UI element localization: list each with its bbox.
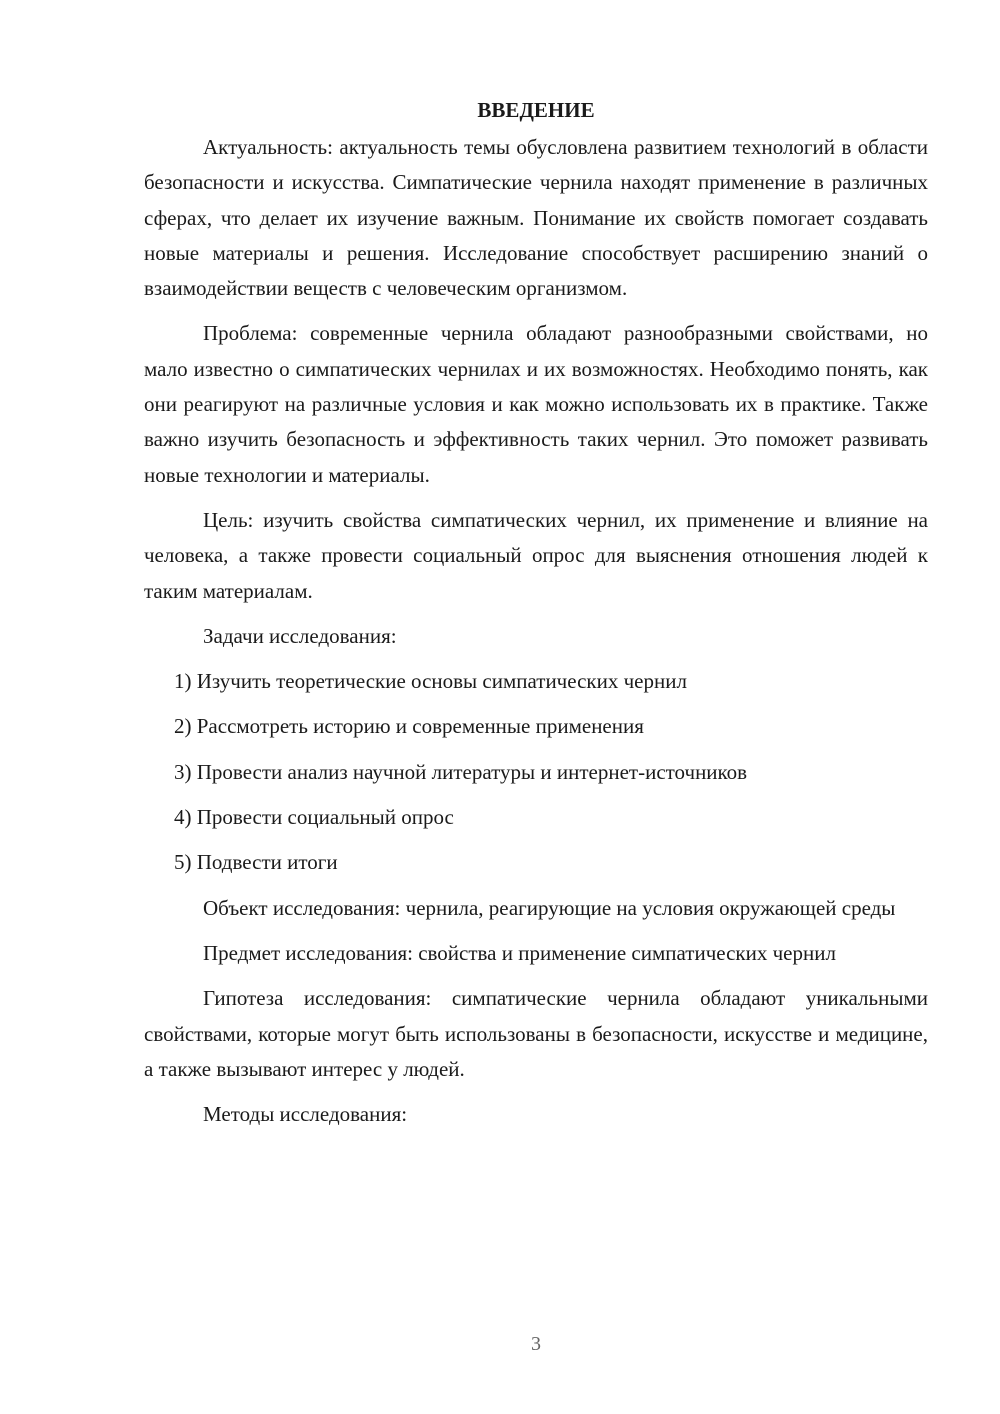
tasks-intro: Задачи исследования: xyxy=(203,623,397,648)
task-item-2: 2) Рассмотреть историю и современные применения xyxy=(174,714,644,739)
goal-paragraph: Цель: изучить свойства симпатических чернил, их применение и влияние на человека, а также провести социальный опрос для выяснения отношения людей к таким материалам. xyxy=(144,507,928,603)
tasks-list xyxy=(144,664,928,880)
object-paragraph: Объект исследования: чернила, реагирующие на условия окружающей среды xyxy=(203,895,896,920)
page-number: 3 xyxy=(531,1333,541,1355)
task-item-4: 4) Провести социальный опрос xyxy=(174,805,454,830)
hypothesis-paragraph: Гипотеза исследования: симпатические чернила обладают уникальными свойствами, которые могут быть использованы в безопасности, искусстве и медицине, а также вызывают интерес у людей. xyxy=(144,986,928,1081)
task-item-5: 5) Подвести итоги xyxy=(174,850,338,875)
relevance-paragraph: Актуальность: актуальность темы обусловлена развитием технологий в области безопасности и искусства. Симпатические чернила находят применение в различных сферах, что делает их изучение важным. Понимание их свойств помогает создавать новые материалы и решения. Исследование способствует расширению знаний о взаимодействии веществ с человеческим организмом. xyxy=(144,135,928,301)
task-item-1: 1) Изучить теоретические основы симпатических чернил xyxy=(174,669,687,694)
problem-paragraph: Проблема: современные чернила обладают разнообразными свойствами, но мало известно о симпатических чернилах и их возможностях. Необходимо понять, как они реагируют на различные условия и как можно использовать их в практике. Также важно изучить безопасность и эффективность таких чернил. Это поможет развивать новые технологии и материалы. xyxy=(144,321,928,487)
subject-paragraph: Предмет исследования: свойства и применение симпатических чернил xyxy=(203,940,836,965)
task-item-3: 3) Провести анализ научной литературы и интернет-источников xyxy=(174,759,748,784)
section-heading: ВВЕДЕНИЕ xyxy=(477,98,595,122)
methods-paragraph: Методы исследования: xyxy=(203,1102,408,1127)
document-page xyxy=(144,92,928,1142)
